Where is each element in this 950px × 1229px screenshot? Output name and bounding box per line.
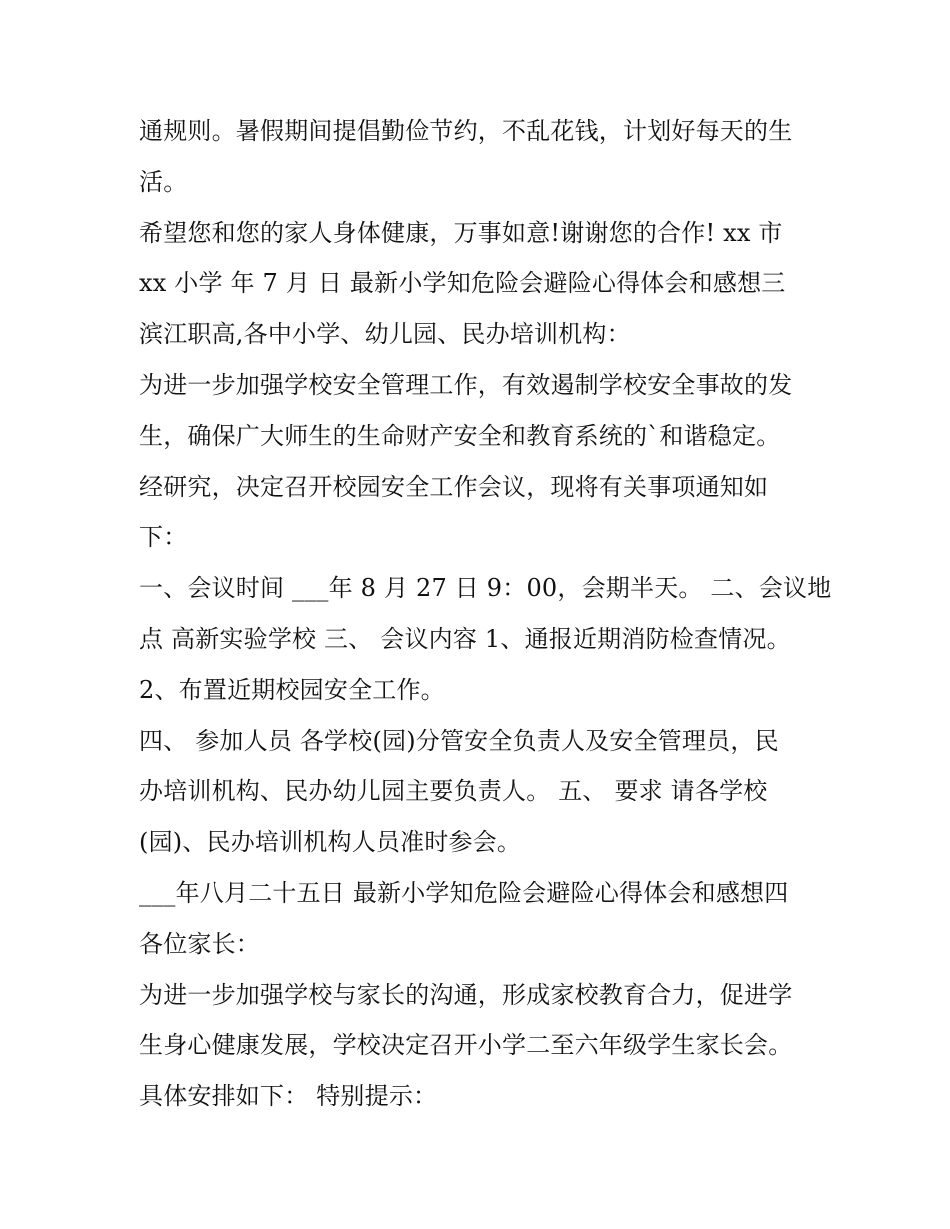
text-line: 生，确保广大师生的生命财产安全和教育系统的`和谐稳定。 — [139, 421, 781, 450]
text-line: 通规则。暑假期间提倡勤俭节约，不乱花钱，计划好每天的生 — [139, 117, 793, 145]
text-line: 四、 参加人员 各学校(园)分管安全负责人及安全管理员，民 — [139, 726, 779, 755]
text-line: 经研究，决定召开校园安全工作会议，现将有关事项通知如 — [139, 472, 769, 501]
text-line: 活。 — [139, 167, 188, 196]
text-line: 滨江职高,各中小学、幼儿园、民办培训机构： — [139, 320, 631, 349]
text-line: (园)、民办培训机构人员准时参会。 — [139, 828, 522, 857]
text-line: 各位家长： — [139, 929, 260, 958]
text-line: 希望您和您的家人身体健康，万事如意!谢谢您的合作! xx 市 — [139, 218, 783, 247]
text-line: 为进一步加强学校与家长的沟通，形成家校教育合力，促进学 — [139, 980, 793, 1009]
text-line: 点 高新实验学校 三、 会议内容 1、通报近期消防检查情况。 — [139, 624, 791, 653]
text-line: 下： — [139, 523, 188, 552]
text-line: 2、布置近期校园安全工作。 — [139, 675, 445, 704]
document-body — [139, 106, 832, 1122]
text-line: xx 小学 年 7 月 日 最新小学知危险会避险心得体会和感想三 — [139, 269, 786, 298]
text-line: 生身心健康发展，学校决定召开小学二至六年级学生家长会。 — [139, 1031, 793, 1060]
text-line: 办培训机构、民办幼儿园主要负责人。 五、 要求 请各学校 — [139, 777, 768, 806]
text-line: ___年八月二十五日 最新小学知危险会避险心得体会和感想四 — [139, 878, 789, 907]
text-line: 为进一步加强学校安全管理工作，有效遏制学校安全事故的发 — [139, 370, 793, 399]
text-line: 具体安排如下： 特别提示： — [139, 1082, 438, 1111]
text-line: 一、会议时间 ___年 8 月 27 日 9：00，会期半天。 二、会议地 — [139, 574, 832, 603]
